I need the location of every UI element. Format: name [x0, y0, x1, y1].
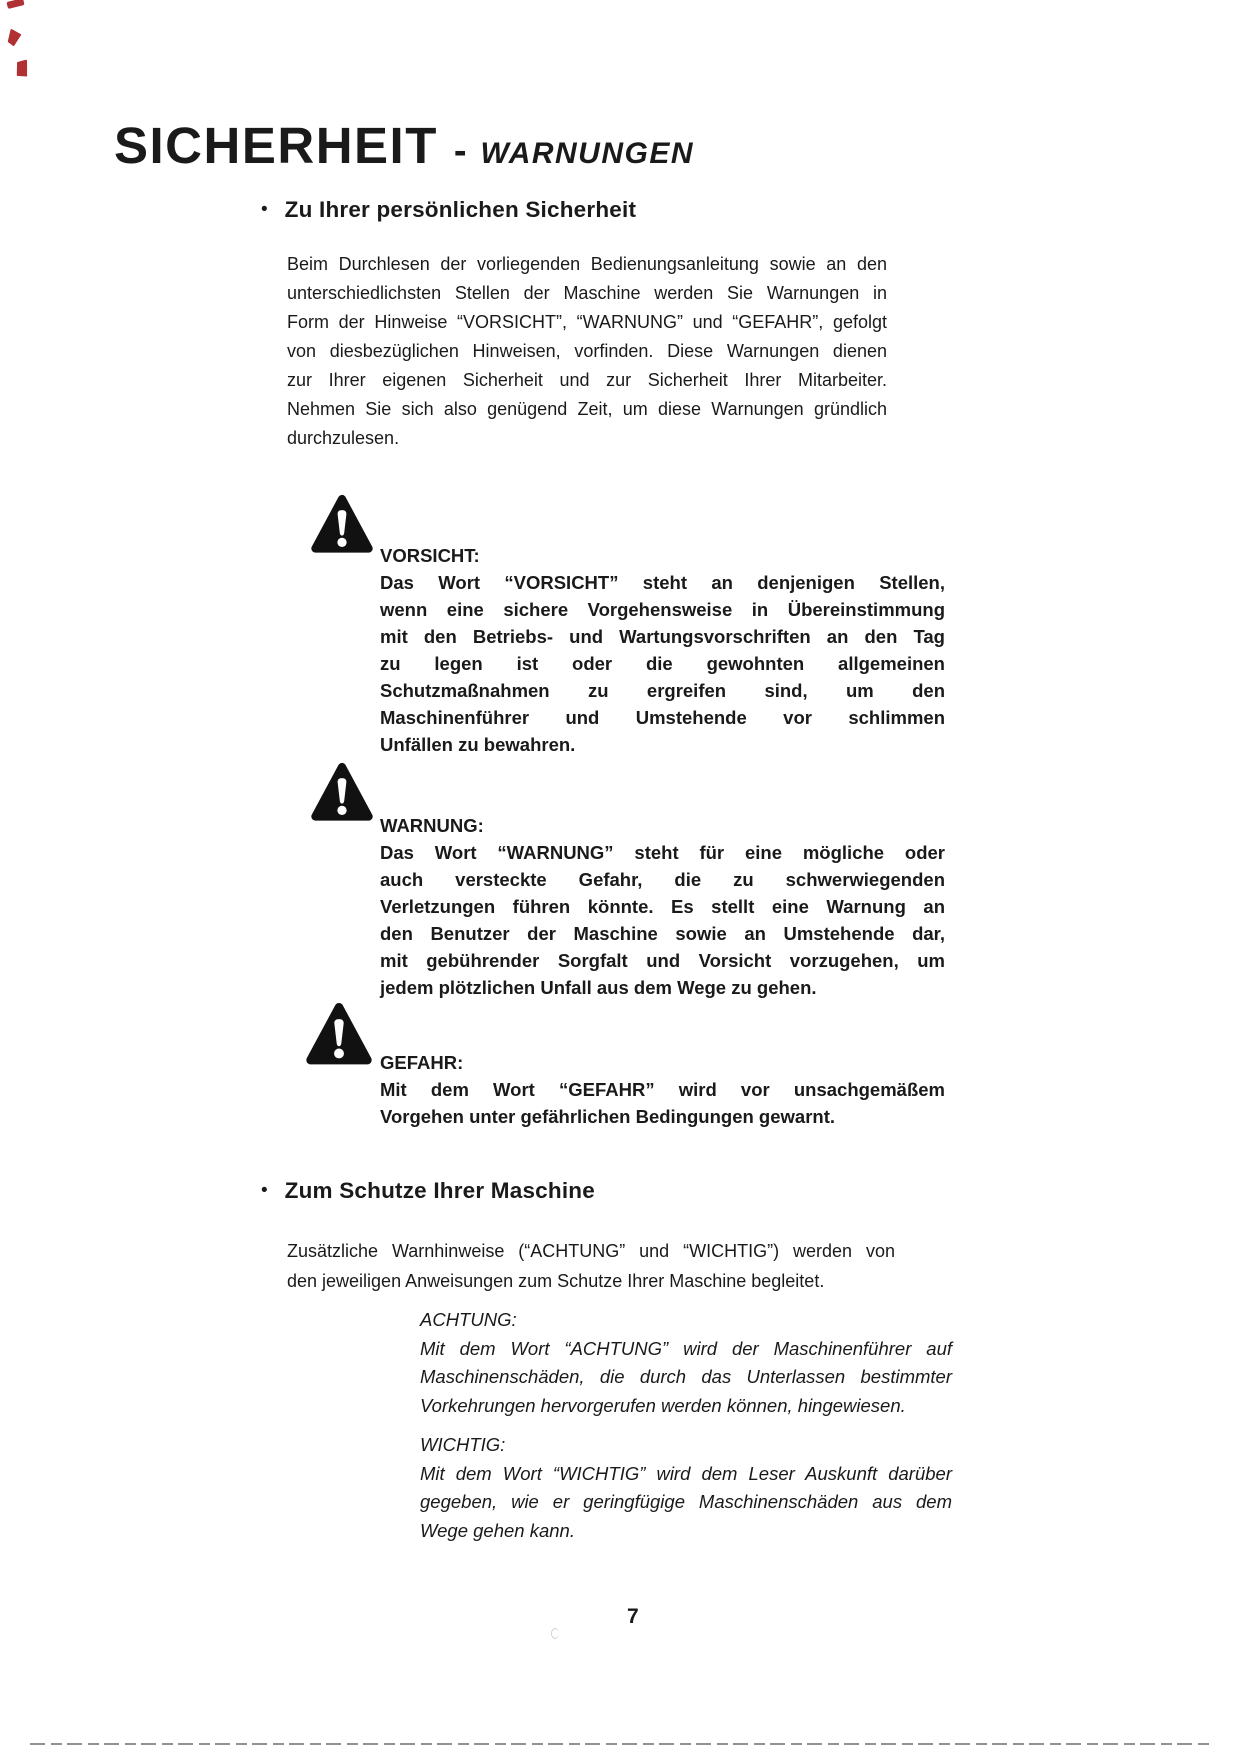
text-line: gegeben, wie er geringfügige Maschinenschäden aus dem	[420, 1491, 952, 1513]
text-line: Maschinenführer und Umstehende vor schlimmen	[380, 707, 945, 728]
page-title-sub: WARNUNGEN	[480, 137, 695, 170]
text-line: wenn eine sichere Vorgehensweise in Übereinstimmung	[380, 599, 945, 620]
text-line: Unfällen zu bewahren.	[380, 734, 576, 755]
bullet-icon: •	[261, 199, 268, 220]
note-block-wichtig	[420, 1431, 952, 1546]
text-line: jedem plötzlichen Unfall aus dem Wege zu gehen.	[380, 977, 817, 998]
red-edge-mark	[6, 29, 22, 48]
red-edge-mark	[6, 0, 24, 9]
text-line: von diesbezüglichen Hinweisen, vorfinden. Diese Warnungen dienen	[287, 341, 887, 361]
text-line: Verletzungen führen könnte. Es stellt eine Warnung an	[380, 896, 945, 917]
text-line: Nehmen Sie sich also genügend Zeit, um diese Warnungen gründlich	[287, 399, 887, 419]
text-line: Schutzmaßnahmen zu ergreifen sind, um den	[380, 680, 945, 701]
text-line: Vorgehen unter gefährlichen Bedingungen gewarnt.	[380, 1106, 836, 1127]
bottom-dashed-rule	[30, 1743, 1210, 1745]
section-heading-text: Zum Schutze Ihrer Maschine	[284, 1178, 595, 1203]
bullet-icon: •	[261, 1180, 268, 1201]
text-line: auch versteckte Gefahr, die zu schwerwiegenden	[380, 869, 945, 890]
text-line: mit den Betriebs- und Wartungsvorschriften an den Tag	[380, 626, 945, 647]
section-heading-text: Zu Ihrer persönlichen Sicherheit	[284, 197, 637, 222]
section-heading-machine-protection	[261, 1178, 595, 1204]
note-label: WICHTIG:	[420, 1434, 506, 1455]
page-number: 7	[627, 1605, 639, 1628]
warning-triangle-icon	[311, 755, 373, 836]
intro-paragraph	[287, 1237, 895, 1296]
note-label: ACHTUNG:	[420, 1309, 517, 1330]
scan-noise-mark	[551, 1628, 559, 1639]
text-line: Mit dem Wort “GEFAHR” wird vor unsachgemäßem	[380, 1079, 945, 1100]
text-line: den Benutzer der Maschine sowie an Umstehende dar,	[380, 923, 945, 944]
warning-block-vorsicht	[380, 542, 945, 758]
warning-block-warnung	[380, 812, 945, 1001]
text-line: Mit dem Wort “WICHTIG” wird dem Leser Auskunft darüber	[420, 1462, 952, 1484]
text-line: Das Wort “VORSICHT” steht an denjenigen Stellen,	[380, 572, 945, 593]
text-line: zu legen ist oder die gewohnten allgemeinen	[380, 653, 945, 674]
red-edge-mark	[15, 59, 29, 77]
page-title-main: SICHERHEIT	[114, 117, 438, 174]
text-line: Wege gehen kann.	[420, 1520, 575, 1542]
warning-triangle-icon	[306, 998, 372, 1077]
warning-label: GEFAHR:	[380, 1052, 464, 1073]
page-title	[114, 116, 694, 175]
warning-label: VORSICHT:	[380, 545, 480, 566]
page-title-separator: -	[453, 130, 467, 172]
text-line: durchzulesen.	[287, 428, 400, 448]
text-line: mit gebührender Sorgfalt und Vorsicht vorzugehen, um	[380, 950, 945, 971]
text-line: unterschiedlichsten Stellen der Maschine werden Sie Warnungen in	[287, 283, 887, 303]
text-line: den jeweiligen Anweisungen zum Schutze Ihrer Maschine begleitet.	[287, 1270, 825, 1291]
warning-label: WARNUNG:	[380, 815, 484, 836]
warning-triangle-icon	[311, 487, 373, 568]
text-line: Vorkehrungen hervorgerufen werden können, hingewiesen.	[420, 1395, 906, 1417]
section-heading-personal-safety	[261, 197, 636, 223]
text-line: Zusätzliche Warnhinweise (“ACHTUNG” und “WICHTIG”) werden von	[287, 1241, 895, 1261]
text-line: zur Ihrer eigenen Sicherheit und zur Sicherheit Ihrer Mitarbeiter.	[287, 370, 887, 390]
warning-block-gefahr	[380, 1049, 945, 1130]
note-block-achtung	[420, 1306, 952, 1421]
intro-paragraph	[287, 250, 887, 453]
text-line: Mit dem Wort “ACHTUNG” wird der Maschinenführer auf	[420, 1337, 952, 1359]
text-line: Form der Hinweise “VORSICHT”, “WARNUNG” und “GEFAHR”, gefolgt	[287, 312, 887, 332]
text-line: Maschinenschäden, die durch das Unterlassen bestimmter	[420, 1366, 952, 1388]
text-line: Das Wort “WARNUNG” steht für eine mögliche oder	[380, 842, 945, 863]
text-line: Beim Durchlesen der vorliegenden Bedienungsanleitung sowie an den	[287, 254, 887, 274]
